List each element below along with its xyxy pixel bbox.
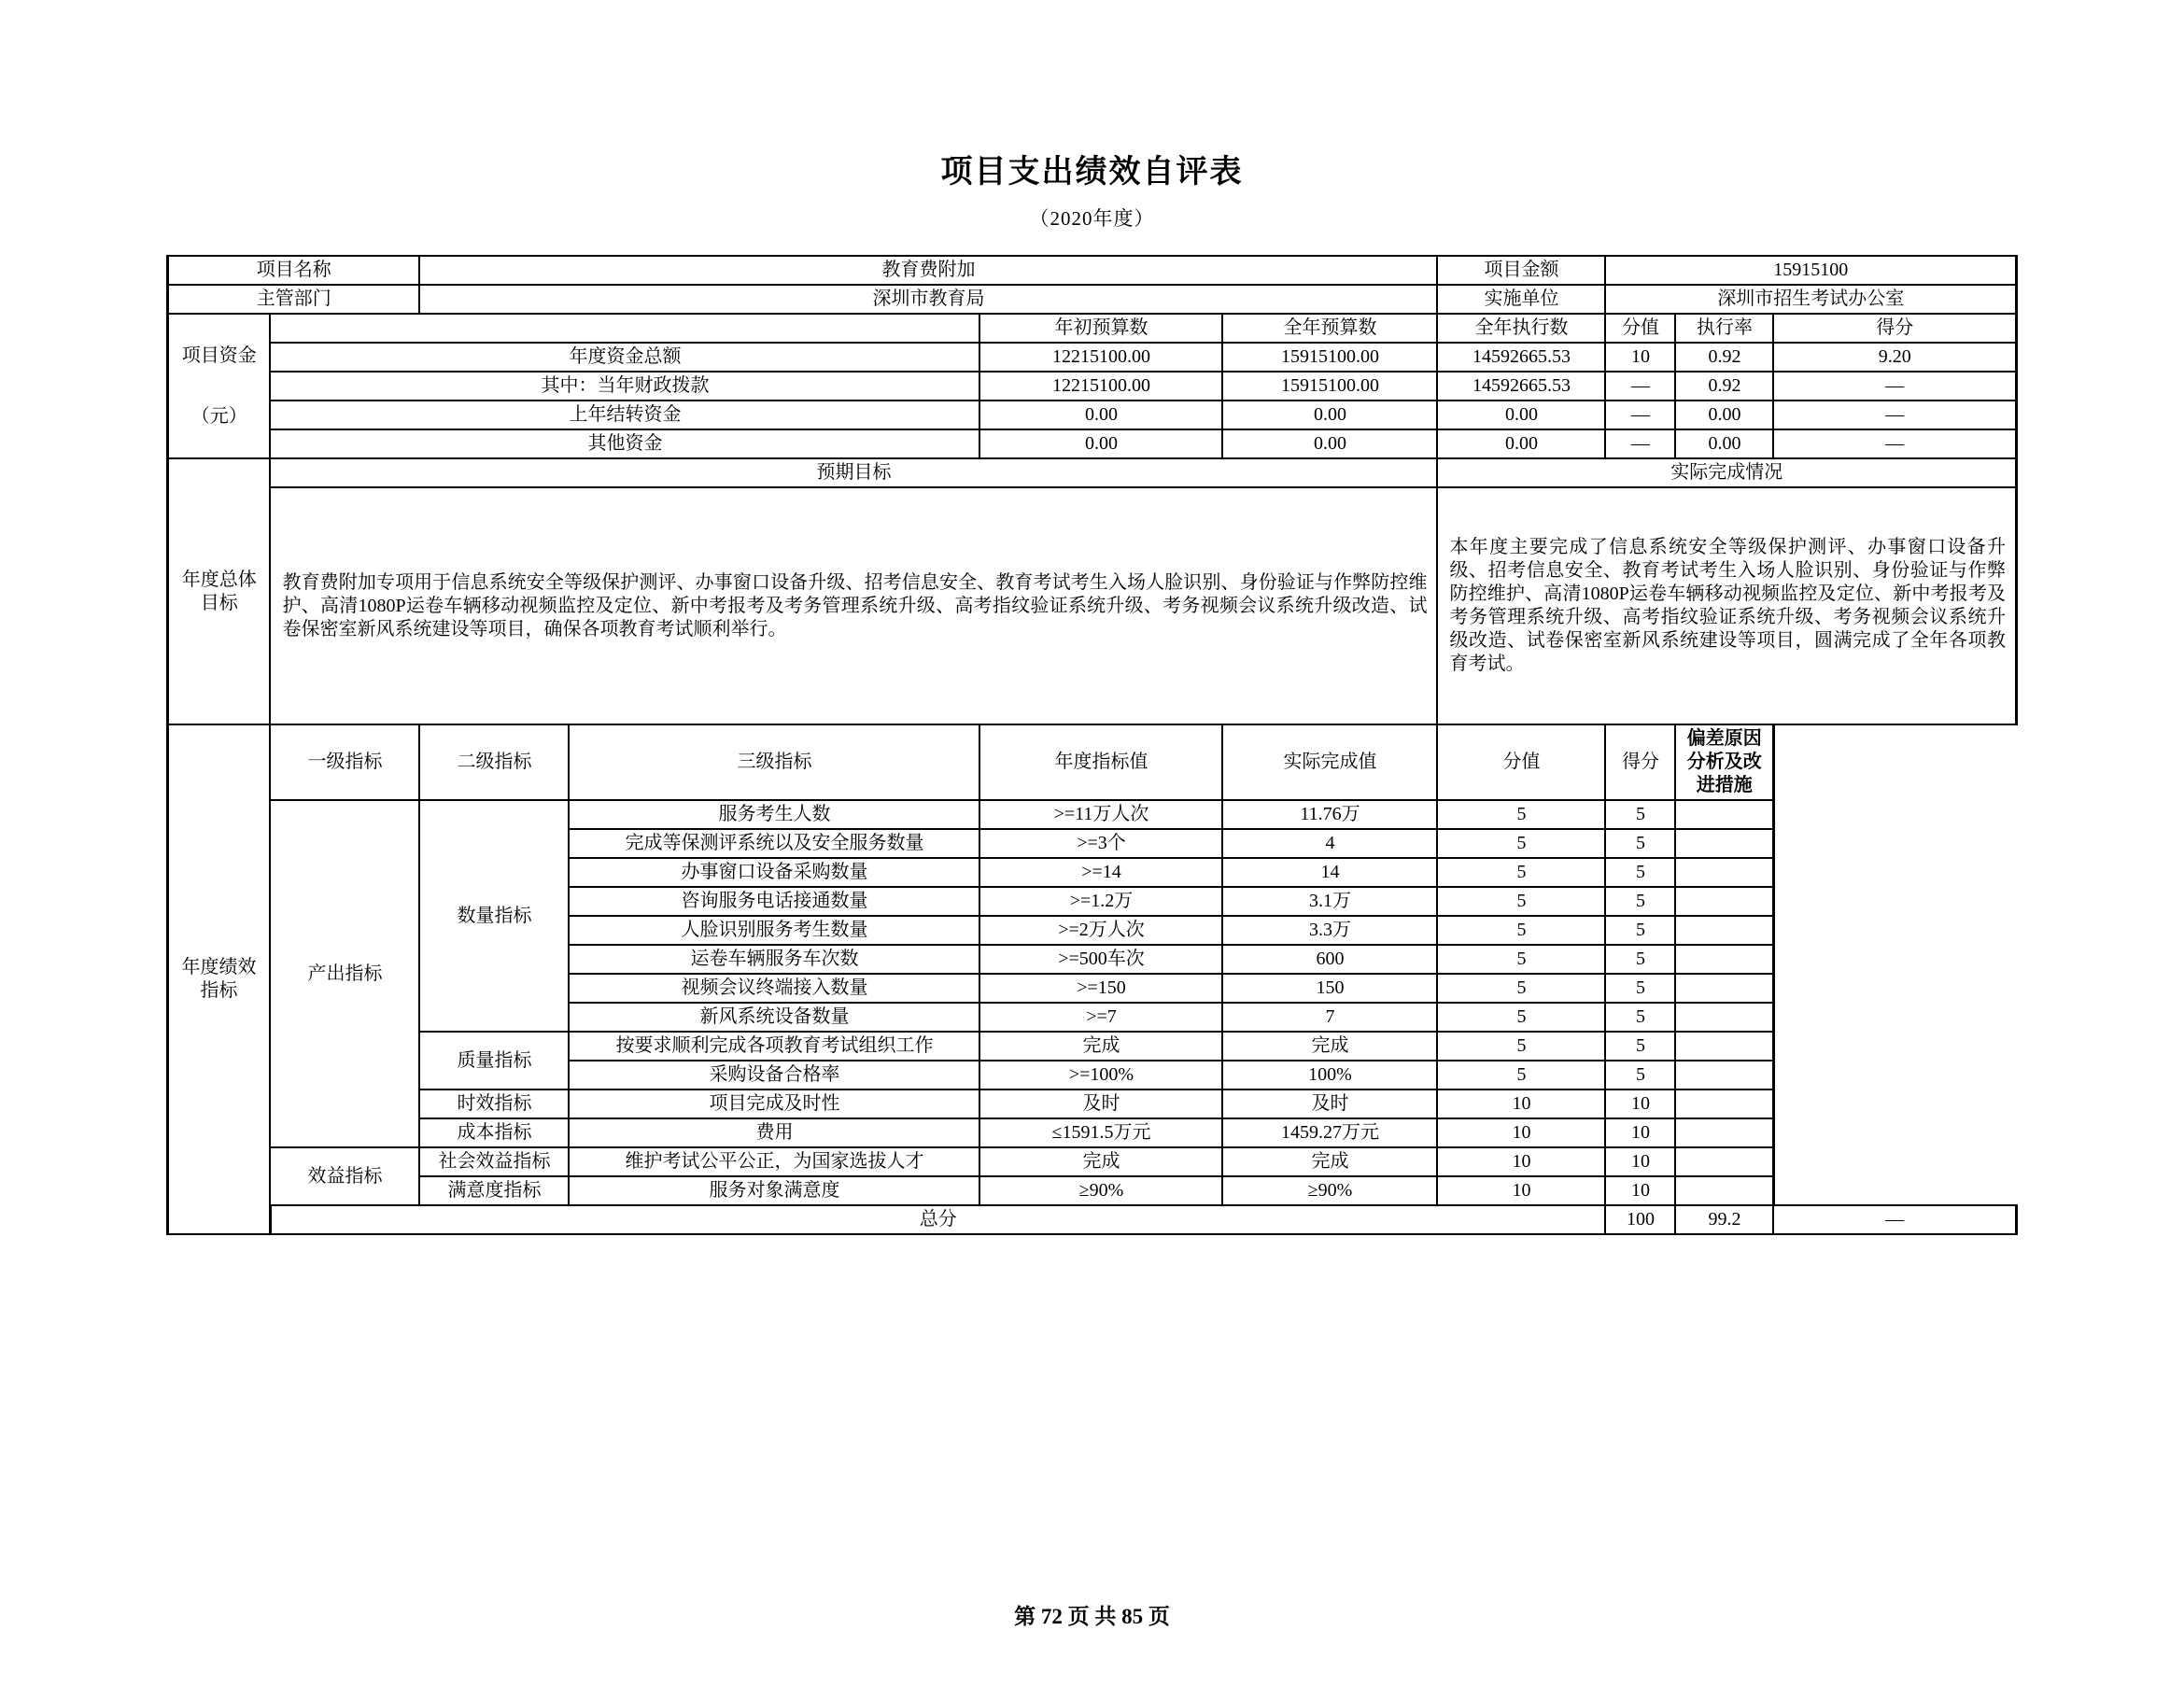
- table-row: [167, 800, 2016, 829]
- project-amount-value: 15915100: [1605, 256, 2016, 285]
- indicator-name: 维护考试公平公正，为国家选拔人才: [569, 1147, 979, 1176]
- indicator-actual: 11.76万: [1222, 800, 1437, 829]
- page-footer: 第 72 页 共 85 页: [1014, 1605, 1170, 1628]
- table-row-funds-appropriation: [167, 372, 2016, 401]
- indicator-name: 新风系统设备数量: [569, 1003, 979, 1032]
- indicator-actual: 14: [1222, 858, 1437, 887]
- funds-col-score-value: 分值: [1605, 314, 1675, 343]
- total-value: 100: [1605, 1205, 1675, 1234]
- expected-goal-text: 教育费附加专项用于信息系统安全等级保护测评、办事窗口设备升级、招考信息安全、教育考试考生入场人脸识别、身份验证与作弊防控维护、高清1080P运卷车辆移动视频监控及定位、新中考报考及考务管理系统升级、高考指纹验证系统升级、考务视频会议系统升级改造、试卷保密室新风系统建设等项目，确保各项教育考试顺利举行。: [282, 571, 1428, 640]
- indicator-score: 5: [1605, 829, 1675, 858]
- indicator-name: 人脸识别服务考生数量: [569, 916, 979, 945]
- annual-goal-label: 年度总体 目标: [167, 458, 270, 724]
- indicator-score: 5: [1605, 974, 1675, 1003]
- table-row: [167, 1118, 2016, 1147]
- indicator-target: 及时: [979, 1089, 1222, 1118]
- page-subtitle: （2020年度）: [1029, 207, 1155, 230]
- indicator-col-score: 得分: [1605, 724, 1675, 800]
- indicator-note: [1675, 829, 1773, 858]
- funds-exec-rate: 0.92: [1675, 372, 1773, 401]
- indicator-note: [1675, 1147, 1773, 1176]
- project-name-label: 项目名称: [167, 256, 419, 285]
- funds-score: 9.20: [1773, 343, 2016, 372]
- actual-completion-text-cell: [1437, 487, 2016, 724]
- funds-col-score: 得分: [1773, 314, 2016, 343]
- table-row-goal-body: [167, 487, 2016, 724]
- indicator-value: 5: [1437, 945, 1605, 974]
- funds-score: —: [1773, 429, 2016, 458]
- funds-row-name: 上年结转资金: [270, 401, 979, 429]
- indicator-score: 10: [1605, 1118, 1675, 1147]
- funds-section-label: [167, 314, 270, 458]
- table-row-funds-header: [167, 314, 2016, 343]
- indicator-name: 服务对象满意度: [569, 1176, 979, 1205]
- indicator-actual: 100%: [1222, 1061, 1437, 1089]
- indicator-value: 5: [1437, 974, 1605, 1003]
- indicator-actual: 4: [1222, 829, 1437, 858]
- indicator-target: >=14: [979, 858, 1222, 887]
- indicator-col-actual: 实际完成值: [1222, 724, 1437, 800]
- indicator-note: [1675, 1032, 1773, 1061]
- indicator-note: [1675, 887, 1773, 916]
- indicator-note: [1675, 1061, 1773, 1089]
- indicator-target: >=7: [979, 1003, 1222, 1032]
- table-row: [167, 1147, 2016, 1176]
- indicator-level2-quality: 质量指标: [419, 1032, 569, 1089]
- funds-col-executed: 全年执行数: [1437, 314, 1605, 343]
- indicator-level1-benefit: 效益指标: [270, 1147, 419, 1205]
- indicator-score: 5: [1605, 1032, 1675, 1061]
- indicator-actual: 1459.27万元: [1222, 1118, 1437, 1147]
- funds-budget-year: 0.00: [1222, 401, 1437, 429]
- indicator-name: 视频会议终端接入数量: [569, 974, 979, 1003]
- table-row-project-name: [167, 256, 2016, 285]
- indicator-score: 10: [1605, 1176, 1675, 1205]
- indicator-value: 10: [1437, 1147, 1605, 1176]
- funds-executed: 0.00: [1437, 401, 1605, 429]
- indicator-note: [1675, 974, 1773, 1003]
- indicator-value: 10: [1437, 1176, 1605, 1205]
- funds-col-budget-start: 年初预算数: [979, 314, 1222, 343]
- indicator-name: 办事窗口设备采购数量: [569, 858, 979, 887]
- indicator-score: 5: [1605, 858, 1675, 887]
- funds-executed: 14592665.53: [1437, 372, 1605, 401]
- indicator-score: 5: [1605, 916, 1675, 945]
- indicator-value: 5: [1437, 829, 1605, 858]
- funds-budget-start: 12215100.00: [979, 372, 1222, 401]
- funds-score-value: —: [1605, 401, 1675, 429]
- indicator-col-value: 分值: [1437, 724, 1605, 800]
- indicator-actual: 完成: [1222, 1147, 1437, 1176]
- indicator-col-level2: 二级指标: [419, 724, 569, 800]
- table-row-funds-other: [167, 429, 2016, 458]
- table-row: [167, 1089, 2016, 1118]
- funds-score: —: [1773, 401, 2016, 429]
- indicator-target: >=11万人次: [979, 800, 1222, 829]
- indicator-actual: 3.1万: [1222, 887, 1437, 916]
- project-name-value: 教育费附加: [419, 256, 1437, 285]
- indicator-col-target: 年度指标值: [979, 724, 1222, 800]
- indicator-target: ≤1591.5万元: [979, 1118, 1222, 1147]
- total-note: —: [1773, 1205, 2016, 1234]
- indicator-note: [1675, 1089, 1773, 1118]
- funds-row-name: 年度资金总额: [270, 343, 979, 372]
- funds-budget-start: 0.00: [979, 429, 1222, 458]
- indicator-target: >=2万人次: [979, 916, 1222, 945]
- expected-goal-text-cell: [270, 487, 1437, 724]
- indicator-value: 5: [1437, 800, 1605, 829]
- indicator-name: 完成等保测评系统以及安全服务数量: [569, 829, 979, 858]
- table-row-funds-total: [167, 343, 2016, 372]
- project-amount-label: 项目金额: [1437, 256, 1605, 285]
- indicator-score: 10: [1605, 1089, 1675, 1118]
- indicator-note: [1675, 916, 1773, 945]
- indicator-level1-output: 产出指标: [270, 800, 419, 1147]
- indicator-name: 服务考生人数: [569, 800, 979, 829]
- funds-exec-rate: 0.00: [1675, 429, 1773, 458]
- indicator-score: 5: [1605, 945, 1675, 974]
- page-title: 项目支出绩效自评表: [940, 155, 1244, 190]
- indicator-level2-quantity: 数量指标: [419, 800, 569, 1032]
- indicator-target: >=150: [979, 974, 1222, 1003]
- indicator-note: [1675, 945, 1773, 974]
- table-row-indicator-header: [167, 724, 2016, 800]
- actual-completion-header: 实际完成情况: [1437, 458, 2016, 487]
- indicator-score: 5: [1605, 1003, 1675, 1032]
- table-row: [167, 1032, 2016, 1061]
- funds-score-value: 10: [1605, 343, 1675, 372]
- table-row-total: [167, 1205, 2016, 1234]
- indicator-level2-timeliness: 时效指标: [419, 1089, 569, 1118]
- indicator-note: [1675, 1118, 1773, 1147]
- indicator-score: 5: [1605, 1061, 1675, 1089]
- indicator-note: [1675, 800, 1773, 829]
- funds-budget-year: 0.00: [1222, 429, 1437, 458]
- indicator-level2-social: 社会效益指标: [419, 1147, 569, 1176]
- funds-score: —: [1773, 372, 2016, 401]
- funds-exec-rate: 0.92: [1675, 343, 1773, 372]
- indicator-target: >=100%: [979, 1061, 1222, 1089]
- indicator-value: 5: [1437, 887, 1605, 916]
- indicator-name: 费用: [569, 1118, 979, 1147]
- indicator-actual: ≥90%: [1222, 1176, 1437, 1205]
- indicator-col-deviation: 偏差原因分析及改进措施: [1675, 724, 1773, 800]
- indicator-target: >=3个: [979, 829, 1222, 858]
- implementing-unit-label: 实施单位: [1437, 285, 1605, 314]
- indicator-score: 10: [1605, 1147, 1675, 1176]
- indicator-target: 完成: [979, 1032, 1222, 1061]
- indicator-name: 咨询服务电话接通数量: [569, 887, 979, 916]
- indicator-actual: 7: [1222, 1003, 1437, 1032]
- funds-row-name: 其他资金: [270, 429, 979, 458]
- total-label: 总分: [270, 1205, 1605, 1234]
- expected-goal-header: 预期目标: [270, 458, 1437, 487]
- funds-budget-year: 15915100.00: [1222, 372, 1437, 401]
- indicator-name: 运卷车辆服务车次数: [569, 945, 979, 974]
- indicator-actual: 及时: [1222, 1089, 1437, 1118]
- funds-section-label-text: 项目资金: [181, 344, 257, 366]
- funds-name-header: [270, 314, 979, 343]
- indicator-actual: 完成: [1222, 1032, 1437, 1061]
- funds-col-exec-rate: 执行率: [1675, 314, 1773, 343]
- indicator-col-level1: 一级指标: [270, 724, 419, 800]
- indicator-level2-satisfaction: 满意度指标: [419, 1176, 569, 1205]
- funds-row-name: 其中：当年财政拨款: [270, 372, 979, 401]
- indicator-value: 5: [1437, 916, 1605, 945]
- indicator-value: 10: [1437, 1118, 1605, 1147]
- indicator-target: 完成: [979, 1147, 1222, 1176]
- indicator-value: 10: [1437, 1089, 1605, 1118]
- funds-budget-start: 0.00: [979, 401, 1222, 429]
- indicator-value: 5: [1437, 1003, 1605, 1032]
- table-row-department: [167, 285, 2016, 314]
- department-label: 主管部门: [167, 285, 419, 314]
- funds-section-unit-text: （元）: [190, 405, 247, 427]
- performance-evaluation-table: [166, 255, 2018, 1235]
- indicator-score: 5: [1605, 800, 1675, 829]
- indicator-value: 5: [1437, 858, 1605, 887]
- indicator-target: >=500车次: [979, 945, 1222, 974]
- indicator-name: 按要求顺利完成各项教育考试组织工作: [569, 1032, 979, 1061]
- indicator-actual: 150: [1222, 974, 1437, 1003]
- indicator-note: [1675, 1003, 1773, 1032]
- indicator-note: [1675, 858, 1773, 887]
- total-score: 99.2: [1675, 1205, 1773, 1234]
- document-page: [0, 157, 2184, 1701]
- indicator-name: 采购设备合格率: [569, 1061, 979, 1089]
- funds-budget-start: 12215100.00: [979, 343, 1222, 372]
- indicator-col-level3: 三级指标: [569, 724, 979, 800]
- indicator-score: 5: [1605, 887, 1675, 916]
- actual-completion-text: 本年度主要完成了信息系统安全等级保护测评、办事窗口设备升级、招考信息安全、教育考试考生入场人脸识别、身份验证与作弊防控维护、高清1080P运卷车辆移动视频监控及定位、新中考报考及考务管理系统升级、高考指纹验证系统升级、考务视频会议系统升级改造、试卷保密室新风系统建设等项目，圆满完成了全年各项教育考试。: [1449, 537, 2007, 674]
- indicator-target: >=1.2万: [979, 887, 1222, 916]
- funds-budget-year: 15915100.00: [1222, 343, 1437, 372]
- indicator-value: 5: [1437, 1061, 1605, 1089]
- indicator-target: ≥90%: [979, 1176, 1222, 1205]
- indicator-value: 5: [1437, 1032, 1605, 1061]
- table-row-funds-carryover: [167, 401, 2016, 429]
- indicator-name: 项目完成及时性: [569, 1089, 979, 1118]
- indicator-actual: 600: [1222, 945, 1437, 974]
- funds-score-value: —: [1605, 429, 1675, 458]
- funds-score-value: —: [1605, 372, 1675, 401]
- performance-indicators-label: 年度绩效 指标: [167, 724, 270, 1234]
- indicator-level2-cost: 成本指标: [419, 1118, 569, 1147]
- indicator-actual: 3.3万: [1222, 916, 1437, 945]
- indicator-note: [1675, 1176, 1773, 1205]
- table-row-goal-header: [167, 458, 2016, 487]
- table-row: [167, 1176, 2016, 1205]
- implementing-unit-value: 深圳市招生考试办公室: [1605, 285, 2016, 314]
- funds-executed: 0.00: [1437, 429, 1605, 458]
- funds-exec-rate: 0.00: [1675, 401, 1773, 429]
- funds-executed: 14592665.53: [1437, 343, 1605, 372]
- department-value: 深圳市教育局: [419, 285, 1437, 314]
- funds-col-budget-year: 全年预算数: [1222, 314, 1437, 343]
